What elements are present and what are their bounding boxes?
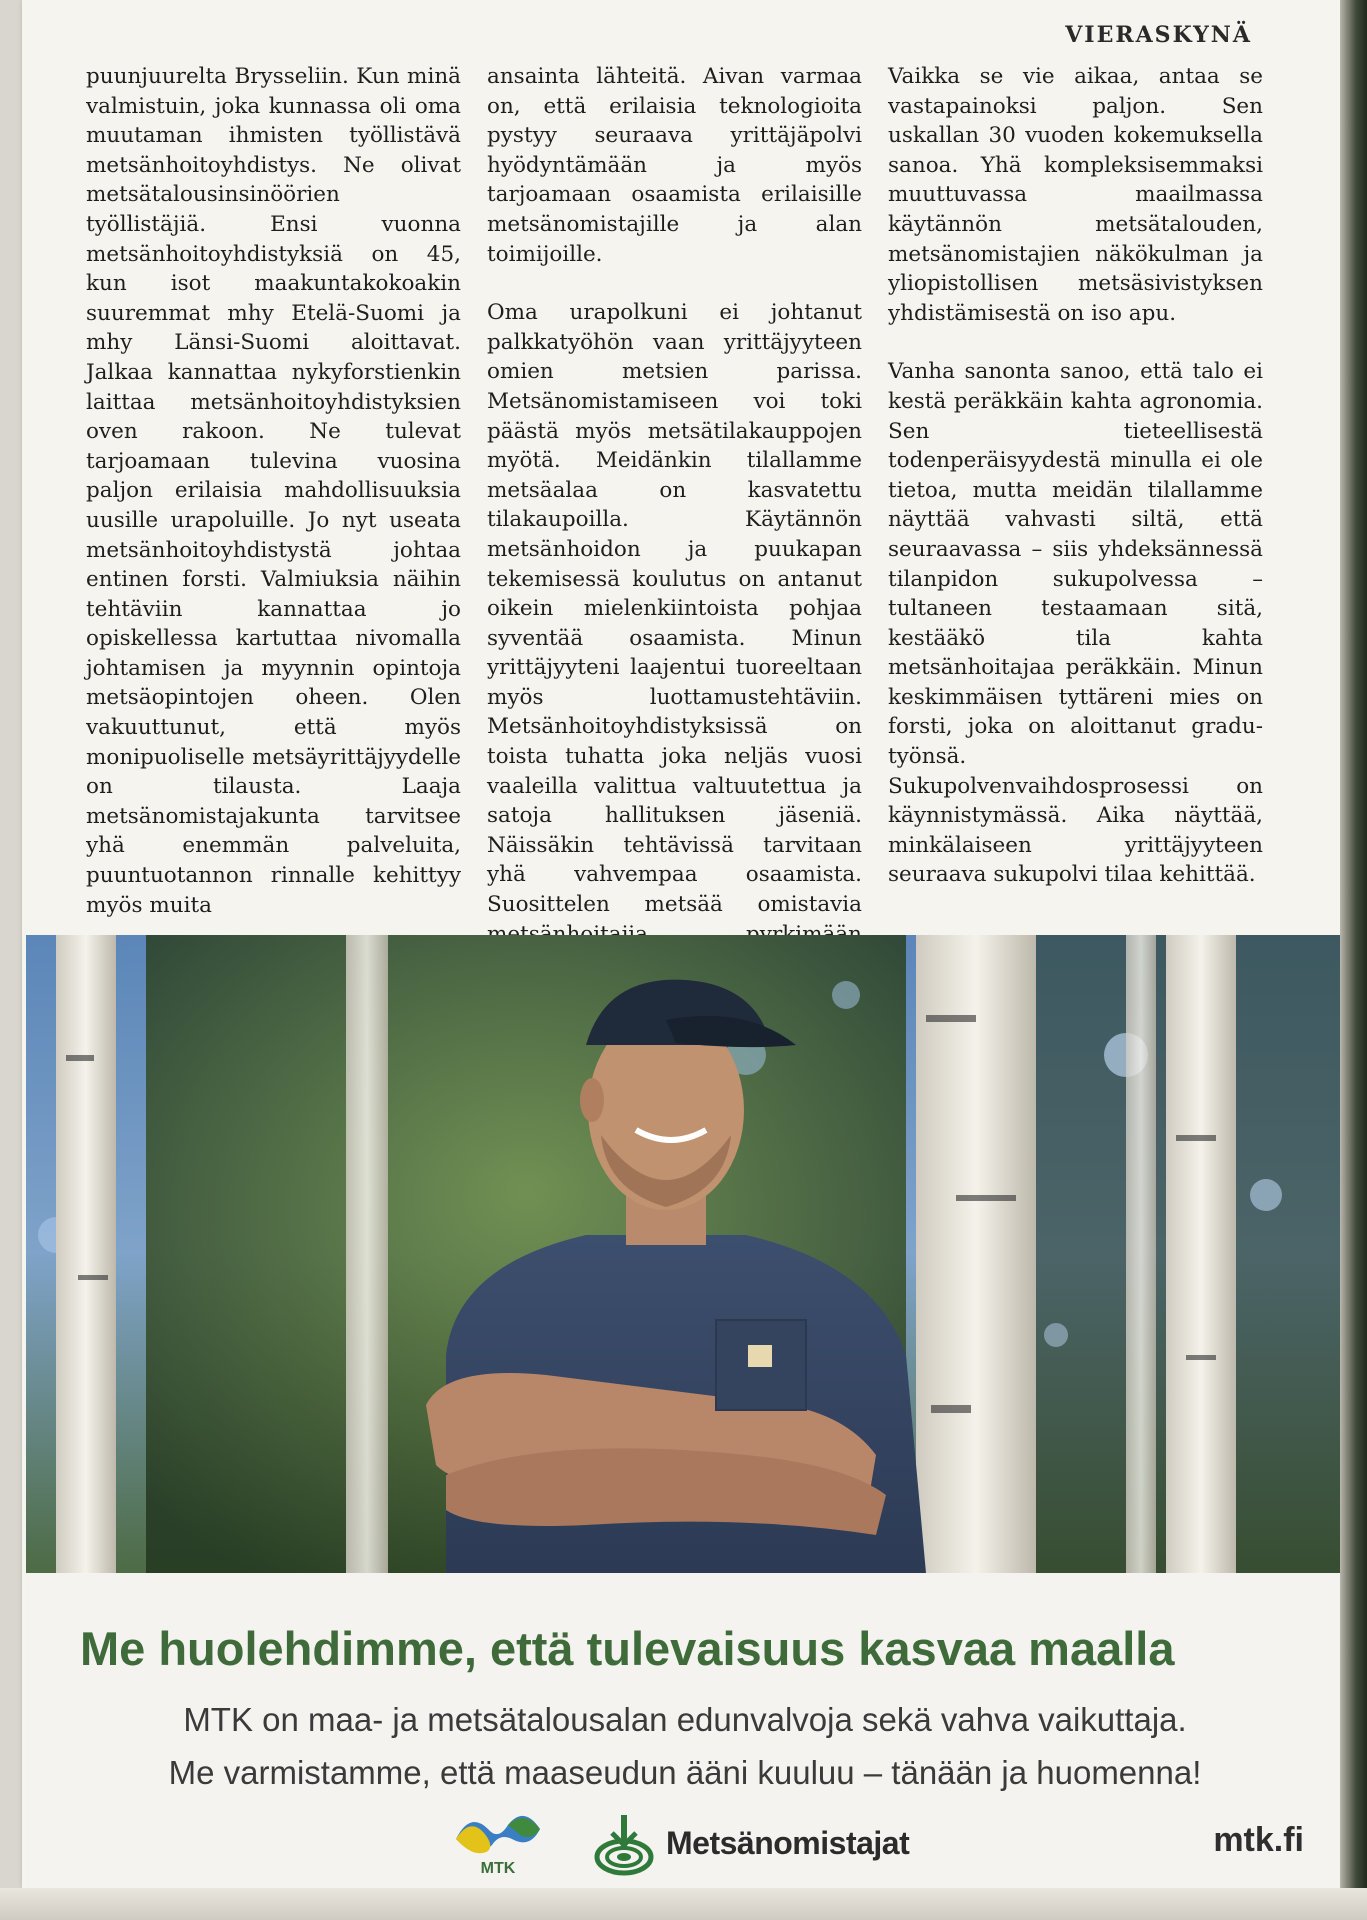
metsanomistajat-logo[interactable]: [594, 1811, 909, 1875]
mtk-logo-label: MTK: [480, 1860, 516, 1877]
article-column-3: [888, 62, 1263, 902]
ad-url-link[interactable]: mtk.fi: [1213, 1821, 1304, 1859]
page-bottom-edge: [0, 1888, 1367, 1920]
page-edge-shadow: [1340, 0, 1367, 1920]
ad-headline: Me huolehdimme, että tulevaisuus kasvaa maalla: [80, 1622, 1175, 1675]
photo-illustration: [26, 935, 1340, 1573]
paragraph: Vaikka se vie aikaa, antaa se vastapainoksi paljon. Sen uskallan 30 vuoden kokemuksella sanoa. Yhä kompleksisemmaksi muuttuvassa maailmassa käytännön metsätalouden, metsänomistajien näkökulman ja yliopistollisen metsäsivistyksen yhdistämisestä on iso apu.: [888, 64, 1263, 326]
ad-photo-forest-man: [26, 935, 1340, 1573]
ad-line-2: Me varmistamme, että maaseudun ääni kuuluu – tänään ja huomenna!: [168, 1754, 1202, 1791]
article-column-1: [86, 62, 461, 918]
paragraph: puunjuurelta Brysseliin. Kun minä valmistuin, joka kunnassa oli oma muutaman ihmisten työllistävä metsänhoitoyhdistys. Ne olivat metsätalousinsinöörien työllistäjiä. Ensi vuonna metsänhoitoyhdistyksiä on 45, kun isot maakuntakokoakin suuremmat mhy Etelä-Suomi ja mhy Länsi-Suomi aloittavat. Jalkaa kannattaa nykyforstienkin laittaa metsänhoitoyhdistyksien oven rakoon. Ne tulevat tarjoamaan tulevina vuosina paljon erilaisia mahdollisuuksia uusille urapoluille. Jo nyt useata metsänhoitoyhdistystä johtaa entinen forsti. Valmiuksia näihin tehtäviin kannattaa jo opiskellessa kartuttaa nivomalla johtamisen ja myynnin opintoja metsäopintojen oheen. Olen vakuuttunut, että myös monipuoliselle metsäyrittäjyydelle on tilausta. Laaja metsänomistajakunta tarvitsee yhä enemmän palveluita, puuntuotannon rinnalle kehittyy myös muita: [86, 64, 461, 918]
paragraph: Oma urapolkuni ei johtanut palkkatyöhön vaan yrittäjyyteen omien metsien parissa. Metsänomistamiseen voi toki päästä myös metsätilakauppojen myötä. Meidänkin tilallamme metsäalaa on kasvatettu tilakaupoilla. Käytännön metsänhoidon ja puukapan tekemisessä koulutus on antanut oikein mielenkiintoista pohjaa syventää osaamista. Minun yrittäjyyteni laajentui tuoreeltaan myös luottamustehtäviin. Metsänhoitoyhdistyksissä on toista tuhatta joka neljäs vuosi vaaleilla valittua valtuutettua ja satoja hallituksen jäseniä. Näissäkin tehtävissä tarvitaan yhä vahvempaa osaamista. Suosittelen metsää omistavia: [487, 300, 862, 918]
mtk-advertisement: [26, 1573, 1340, 1888]
mtk-wave-icon: [450, 1805, 546, 1865]
article-column-2: [487, 62, 862, 918]
metsanomistajat-logo-text: Metsänomistajat: [666, 1824, 910, 1861]
paragraph: ansainta lähteitä. Aivan varmaa on, että erilaisia teknologioita pystyy seuraava yrittäjäpolvi hyödyntämään ja myös tarjoamaan osaamista erilaisille metsänomistajille ja alan toimijoille.: [487, 64, 862, 267]
paragraph: Vanha sanonta sanoo, että talo ei kestä peräkkäin kahta agronomia. Sen tieteellisestä todenperäisyydestä minulla ei ole tietoa, mutta meidän tilallamme näyttää vahvasti siltä, että seuraavassa – siis yhdeksännessä tilanpidon sukupolvessa – tultaneen testaamaan sitä, kestääkö tila kahta metsänhoitajaa peräkkäin. Minun keskimmäisen tyttäreni mies on forsti, joka on aloittanut gradu-työnsä. Sukupolvenvaihdosprosessi on käynnistymässä. Aika näyttää, minkälaiseen yrittäjyyteen seuraava sukupolvi tilaa kehittää.: [888, 359, 1263, 888]
tree-stump-icon: [594, 1811, 654, 1875]
mtk-logo[interactable]: [450, 1805, 546, 1881]
ad-line-1: MTK on maa- ja metsätalousalan edunvalvoja sekä vahva vaikuttaja.: [183, 1701, 1187, 1738]
article-columns: [86, 62, 1288, 918]
section-label: VIERASKYNÄ: [1065, 22, 1252, 48]
ad-body-text: [70, 1693, 1300, 1799]
